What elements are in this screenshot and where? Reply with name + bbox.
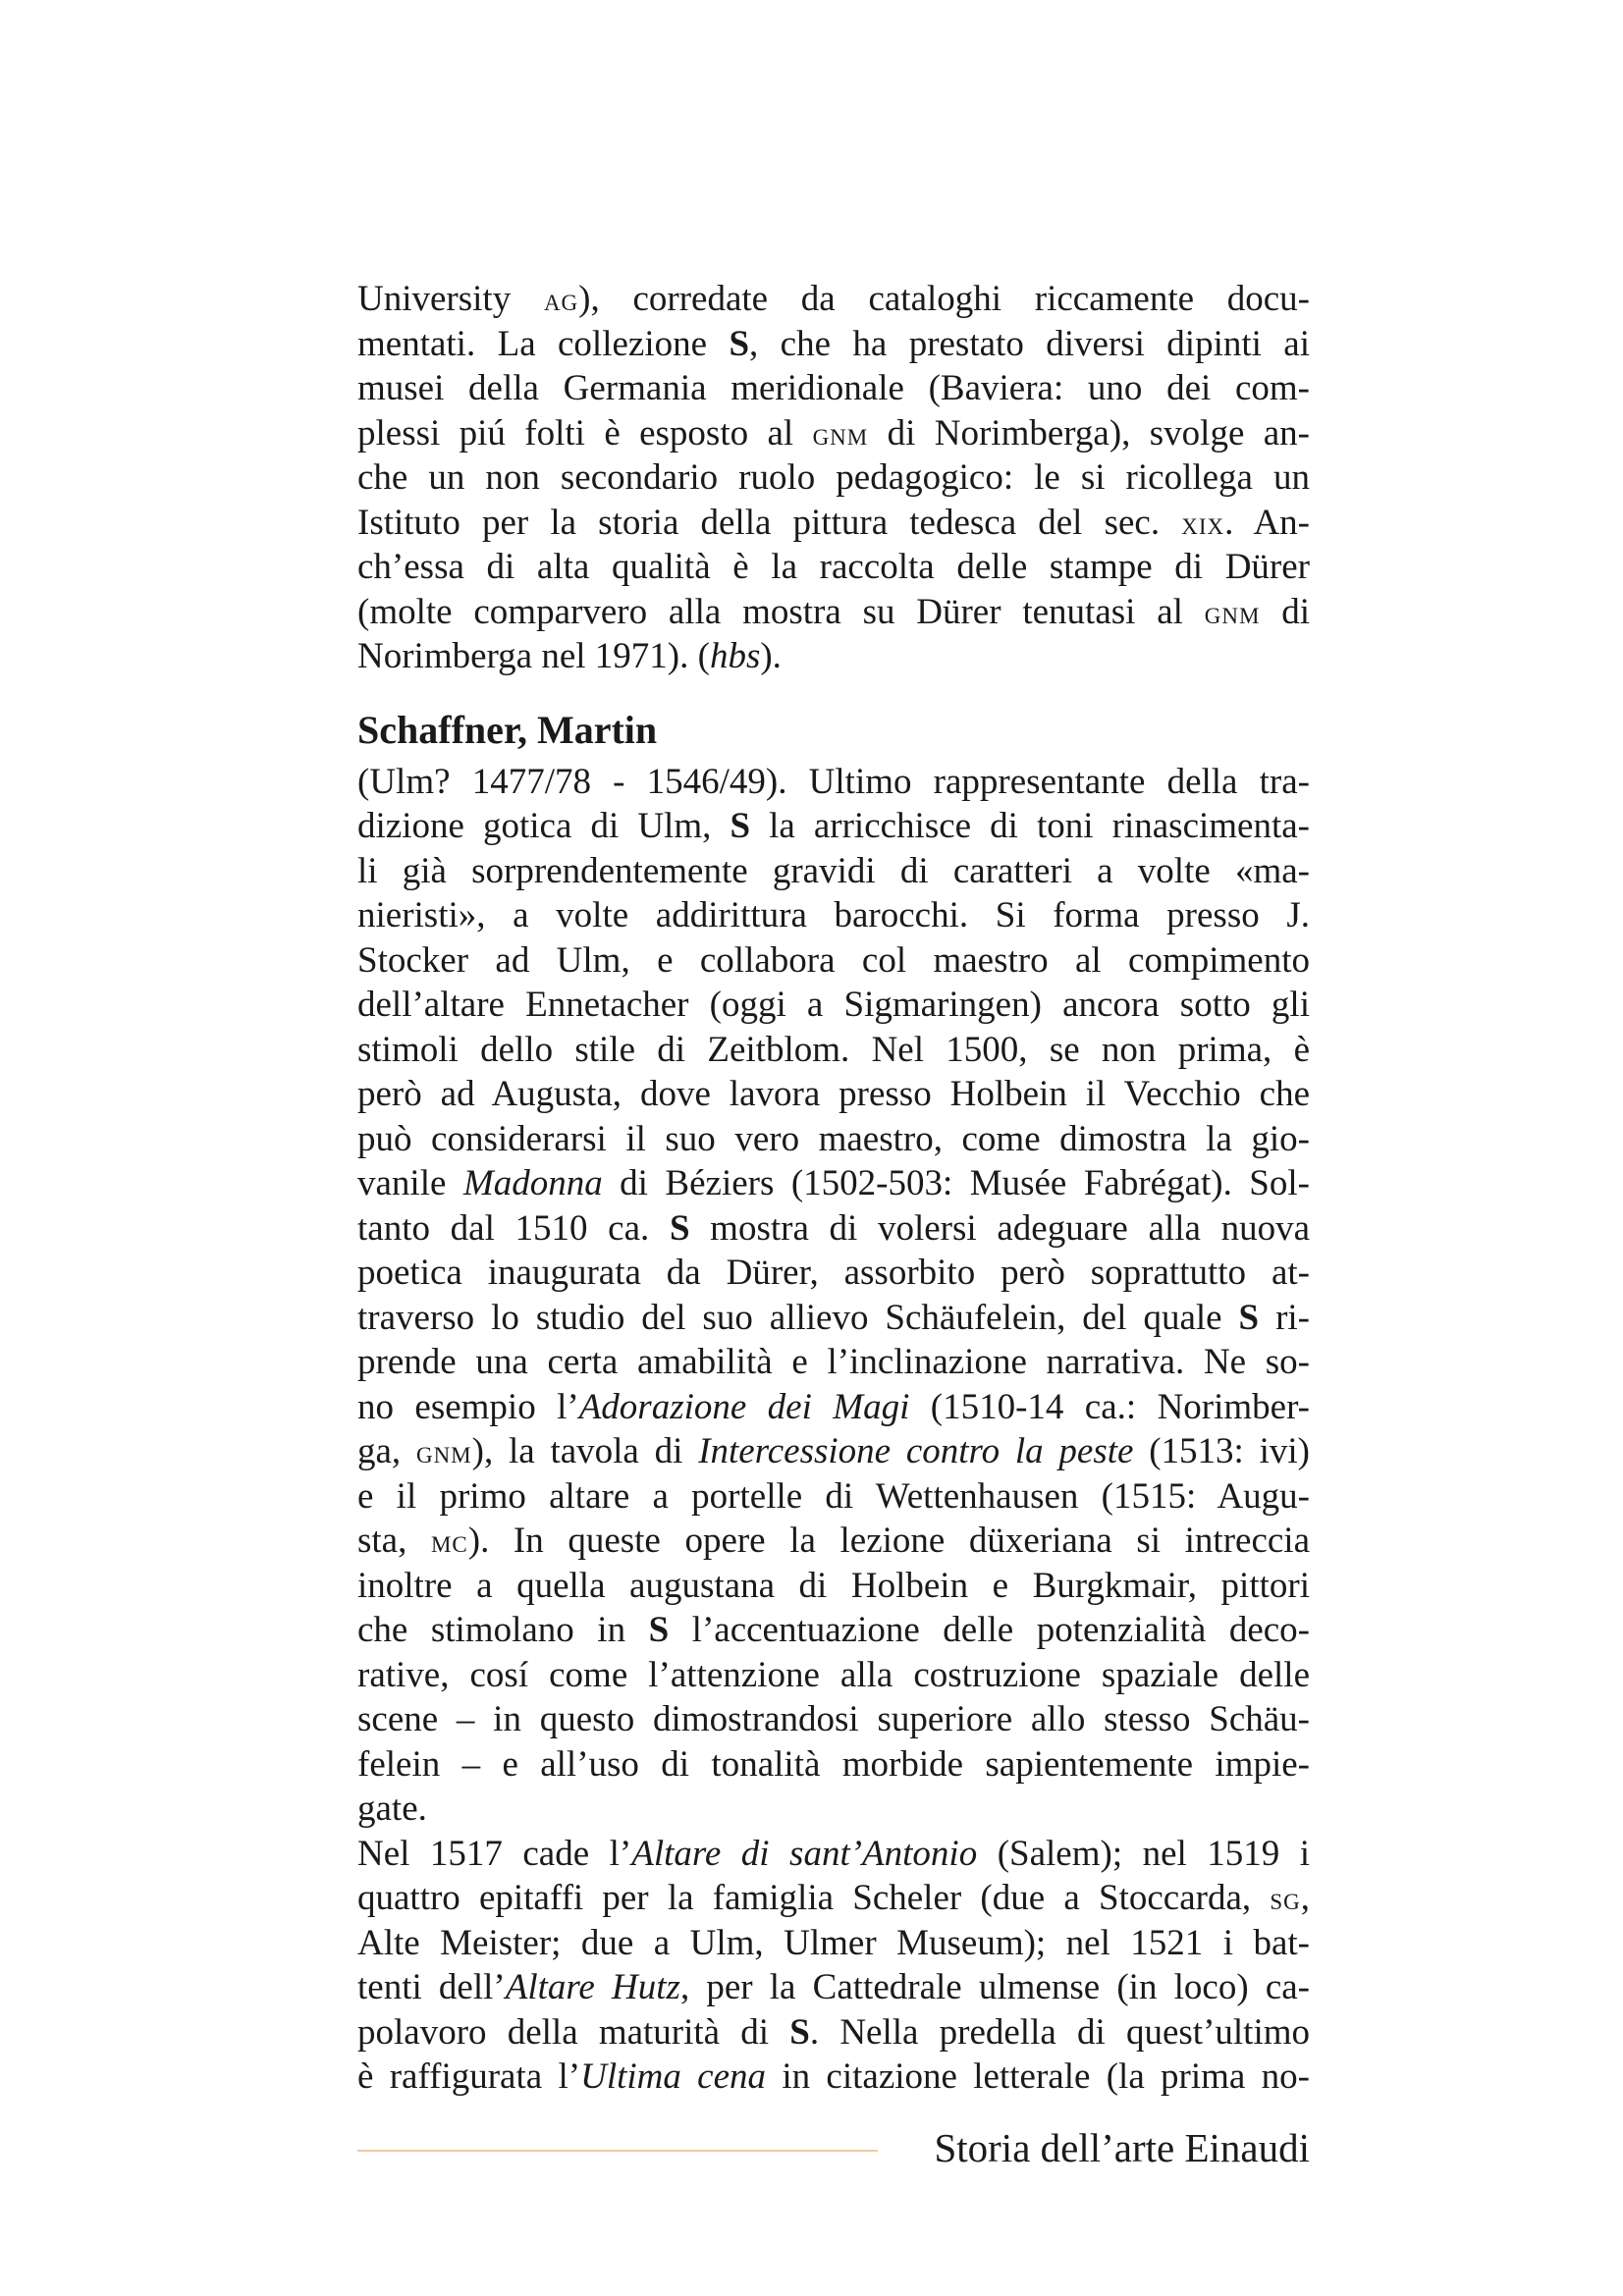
text-line xyxy=(357,1028,1310,1073)
artist-initial: S xyxy=(789,2011,810,2053)
text-line xyxy=(357,1385,1310,1430)
abbreviation: gnm xyxy=(812,415,869,453)
text-run: Alte Meister; due a Ulm, Ulmer Museum); nel 1521 i bat- xyxy=(357,1922,1310,1963)
text-run: , xyxy=(1300,1878,1310,1918)
text-run: rative, cosí come l’attenzione alla costruzione spaziale delle xyxy=(357,1654,1310,1695)
text-run: . Nella predella di quest’ultimo xyxy=(809,2011,1311,2053)
text-line xyxy=(357,411,1310,456)
text-line xyxy=(357,545,1310,590)
text-run: scene – in questo dimostrandosi superiore allo stesso Schäu- xyxy=(357,1699,1310,1739)
text-line xyxy=(357,1072,1310,1117)
page-body xyxy=(357,277,1310,2100)
text-run: vanile xyxy=(357,1163,463,1203)
text-run: l’accentuazione delle potenzialità deco- xyxy=(669,1610,1310,1650)
text-line xyxy=(357,2055,1310,2100)
text-run: dell’altare Ennetacher (oggi a Sigmaringen) ancora sotto gli xyxy=(357,985,1310,1025)
text-line xyxy=(357,983,1310,1028)
text-run: di xyxy=(1260,591,1311,632)
text-run: può considerarsi il suo vero maestro, come dimostra la gio- xyxy=(357,1118,1310,1159)
artist-initial: S xyxy=(648,1610,670,1650)
text-line xyxy=(357,1608,1310,1653)
text-line xyxy=(357,1921,1310,1966)
text-run: è raffigurata l’ xyxy=(357,2056,581,2097)
text-line xyxy=(357,760,1310,805)
artist-initial: S xyxy=(730,806,751,846)
text-run: University xyxy=(357,279,544,319)
abbreviation: xix xyxy=(1181,505,1225,542)
text-line xyxy=(357,1519,1310,1564)
italic-title: Ultima cena xyxy=(580,2056,767,2097)
text-run: sta, xyxy=(357,1521,431,1561)
text-line xyxy=(357,1251,1310,1296)
text-run: (1513: ivi) xyxy=(1133,1431,1310,1471)
text-line xyxy=(357,1429,1310,1474)
text-run: Norimberga nel 1971). ( xyxy=(357,636,710,676)
text-line xyxy=(357,1653,1310,1698)
abbreviation: ag xyxy=(543,282,579,318)
text-line xyxy=(357,1340,1310,1385)
footer-title: Storia dell’arte Einaudi xyxy=(934,2125,1310,2170)
text-run: poetica inaugurata da Dürer, assorbito però soprattutto at- xyxy=(357,1253,1310,1293)
artist-initial: S xyxy=(1238,1297,1260,1338)
text-run: polavoro della maturità di xyxy=(357,2011,790,2053)
artist-initial: S xyxy=(729,323,750,364)
text-run: ). xyxy=(760,636,782,676)
italic-title: Altare di sant’Antonio xyxy=(631,1833,978,1874)
text-run: prende una certa amabilità e l’inclinazione narrativa. Ne so- xyxy=(357,1342,1310,1382)
text-run: però ad Augusta, dove lavora presso Holbein il Vecchio che xyxy=(357,1074,1310,1114)
text-run: stimoli dello stile di Zeitblom. Nel 1500, se non prima, è xyxy=(357,1029,1310,1070)
text-run: e il primo altare a portelle di Wettenhausen (1515: Augu- xyxy=(357,1475,1310,1517)
text-line xyxy=(357,634,1310,679)
text-run: dizione gotica di Ulm, xyxy=(357,806,730,846)
text-run: traverso lo studio del suo allievo Schäufelein, del quale xyxy=(357,1297,1239,1338)
text-line xyxy=(357,849,1310,894)
text-run: (molte comparvero alla mostra su Dürer tenutasi al xyxy=(357,591,1205,632)
text-line xyxy=(357,804,1310,849)
text-run: tanto dal 1510 ca. xyxy=(357,1207,670,1249)
text-run: felein – e all’uso di tonalità morbide sapientemente impie- xyxy=(357,1743,1310,1785)
text-line xyxy=(357,1474,1310,1520)
abbreviation: mc xyxy=(430,1523,468,1560)
text-run: mentati. La collezione xyxy=(357,323,730,364)
text-run: ri- xyxy=(1259,1297,1310,1338)
text-run: (Ulm? 1477/78 - 1546/49). Ultimo rappresentante della tra- xyxy=(357,761,1310,802)
text-line xyxy=(357,1206,1310,1252)
entry-heading: Schaffner, Martin xyxy=(357,707,658,752)
text-line xyxy=(357,1965,1310,2010)
text-line xyxy=(357,1697,1310,1742)
text-line xyxy=(357,366,1310,411)
text-run: tenti dell’ xyxy=(357,1967,506,2007)
text-run: la arricchisce di toni rinascimenta- xyxy=(750,806,1311,846)
text-run: , per la Cattedrale ulmense (in loco) ca- xyxy=(679,1967,1310,2007)
entry-text xyxy=(357,760,1310,2100)
text-run: plessi piú folti è esposto al xyxy=(357,412,813,454)
text-run: . An- xyxy=(1224,502,1311,543)
text-run: ), corredate da cataloghi riccamente docu- xyxy=(578,279,1311,319)
text-line xyxy=(357,1117,1310,1162)
abbreviation: sg xyxy=(1270,1881,1301,1917)
text-line xyxy=(357,590,1310,635)
text-run: in citazione letterale (la prima no- xyxy=(766,2056,1310,2097)
text-run: ), la tavola di xyxy=(471,1431,699,1471)
text-run: Istituto per la storia della pittura tedesca del sec. xyxy=(357,502,1182,543)
text-run: (1510-14 ca.: Norimber- xyxy=(909,1386,1310,1427)
text-line xyxy=(357,938,1310,984)
text-run: che un non secondario ruolo pedagogico: le si ricollega un xyxy=(357,457,1310,498)
text-run: ). In queste opere la lezione düxeriana si intreccia xyxy=(467,1521,1310,1561)
italic-title: Altare Hutz xyxy=(505,1967,680,2007)
text-run: ga, xyxy=(357,1431,416,1471)
text-run: inoltre a quella augustana di Holbein e Burgkmair, pittori xyxy=(357,1565,1310,1606)
text-line xyxy=(357,501,1310,546)
italic-title: Madonna xyxy=(462,1163,603,1203)
text-line xyxy=(357,1564,1310,1609)
text-line xyxy=(357,322,1310,367)
text-run: mostra di volersi adeguare alla nuova xyxy=(689,1207,1311,1249)
text-line xyxy=(357,1296,1310,1341)
text-line xyxy=(357,893,1310,938)
text-run: di Norimberga), svolge an- xyxy=(868,412,1310,454)
text-run: quattro epitaffi per la famiglia Scheler (due a Stoccarda, xyxy=(357,1878,1271,1918)
text-run: , che ha prestato diversi dipinti ai xyxy=(749,323,1310,364)
text-line xyxy=(357,1876,1310,1921)
text-line xyxy=(357,1742,1310,1788)
text-line xyxy=(357,1832,1310,1877)
text-line xyxy=(357,1161,1310,1206)
italic-title: Adorazione dei Magi xyxy=(578,1386,910,1427)
text-run: Stocker ad Ulm, e collabora col maestro al compimento xyxy=(357,939,1310,981)
text-run: (Salem); nel 1519 i xyxy=(977,1833,1310,1874)
text-run: Nel 1517 cade l’ xyxy=(357,1833,632,1874)
footer-rule xyxy=(357,2150,878,2152)
abbreviation: gnm xyxy=(1204,594,1261,631)
text-run: di Béziers (1502-503: Musée Fabrégat). Sol- xyxy=(602,1163,1310,1203)
text-run: gate. xyxy=(357,1789,427,1829)
text-run: no esempio l’ xyxy=(357,1386,579,1427)
text-line xyxy=(357,1787,1310,1832)
text-line xyxy=(357,455,1310,501)
italic-title: Intercessione contro la peste xyxy=(698,1431,1134,1471)
italic-title: hbs xyxy=(709,636,761,676)
artist-initial: S xyxy=(669,1207,690,1249)
abbreviation: gnm xyxy=(415,1434,472,1470)
previous-entry-continuation xyxy=(357,277,1310,679)
text-run: che stimolano in xyxy=(357,1610,649,1650)
text-run: li già sorprendentemente gravidi di caratteri a volte «ma- xyxy=(357,850,1310,891)
text-line xyxy=(357,2010,1310,2056)
text-line xyxy=(357,277,1310,322)
text-run: ch’essa di alta qualità è la raccolta delle stampe di Dürer xyxy=(357,547,1310,587)
text-run: nieristi», a volte addirittura barocchi. Si forma presso J. xyxy=(357,895,1310,935)
text-run: musei della Germania meridionale (Baviera: uno dei com- xyxy=(357,368,1310,408)
